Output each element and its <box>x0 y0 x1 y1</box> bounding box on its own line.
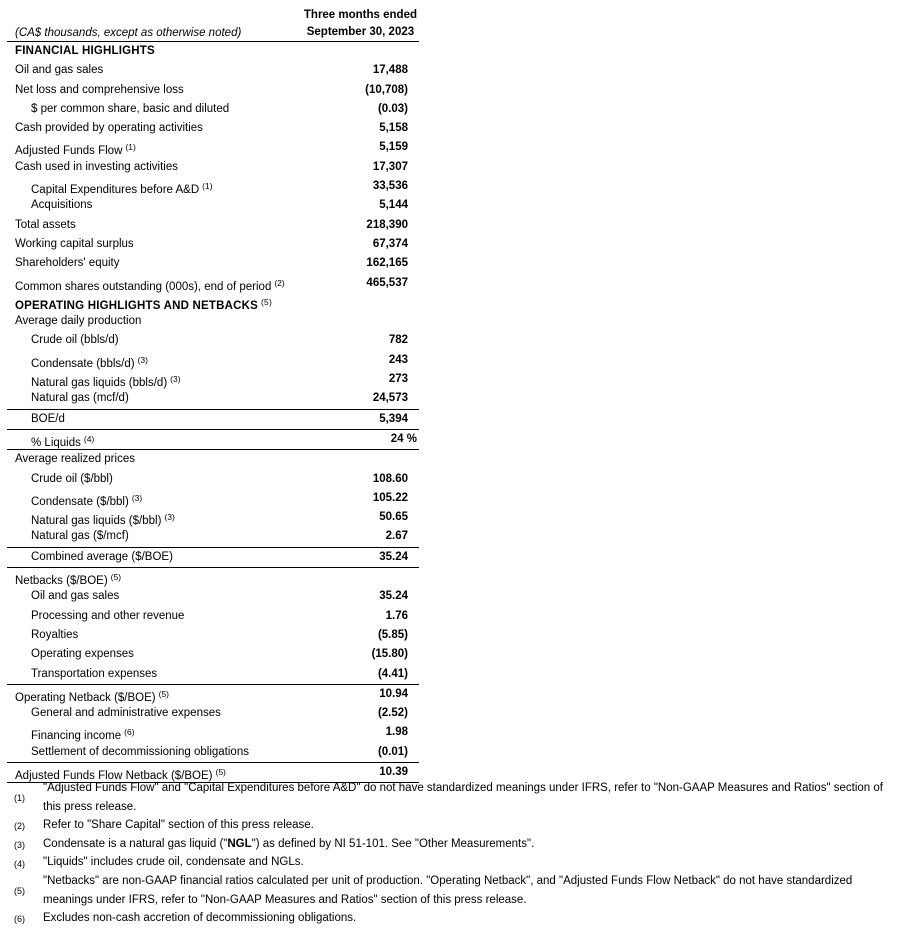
row-value: 218,390 <box>366 218 408 231</box>
table-row <box>7 61 419 80</box>
row-label <box>31 626 78 645</box>
units-note: (CA$ thousands, except as otherwise noted) <box>15 27 242 39</box>
row-value: (4.41) <box>377 667 408 680</box>
row-label <box>31 587 119 606</box>
row-label <box>31 100 229 119</box>
row-label-text: Oil and gas sales <box>15 64 104 77</box>
row-label-text: OPERATING HIGHLIGHTS AND NETBACKS <box>15 299 258 312</box>
row-value: (0.01) <box>377 745 408 758</box>
row-value: 465,537 <box>366 276 408 289</box>
footnote-ref: (1) <box>202 181 213 192</box>
row-label-text: Adjusted Funds Flow Netback ($/BOE) <box>15 769 213 782</box>
row-label <box>31 196 92 215</box>
table-row <box>7 119 419 138</box>
row-label <box>15 312 141 331</box>
row-value: (5.85) <box>377 628 408 641</box>
section-heading <box>7 293 419 312</box>
row-label-text: Operating Netback ($/BOE) <box>15 691 156 704</box>
table-row <box>7 568 419 587</box>
row-label-text: Acquisitions <box>31 199 93 212</box>
row-label <box>15 158 178 177</box>
row-label-text: Total assets <box>15 218 76 231</box>
row-value: 1.76 <box>385 609 408 622</box>
row-label-text: Natural gas (mcf/d) <box>31 392 129 405</box>
row-value: (0.03) <box>377 102 408 115</box>
row-value: 35.24 <box>379 590 408 603</box>
row-label-text: Natural gas liquids ($/bbl) <box>31 515 162 528</box>
footnote <box>14 816 904 835</box>
table-row <box>7 138 419 157</box>
row-value: 5,144 <box>379 199 408 212</box>
footnote-ref: (3) <box>137 354 148 365</box>
row-value: 24,573 <box>372 392 408 405</box>
footnote-ref: (5) <box>158 688 170 699</box>
row-value: 5,158 <box>379 122 408 135</box>
row-label-text: Operating expenses <box>31 648 134 661</box>
footnotes <box>14 779 904 928</box>
table-row <box>7 547 419 568</box>
footnote <box>14 909 904 928</box>
table-row <box>7 409 419 429</box>
row-label-text: Working capital surplus <box>15 237 134 250</box>
table-row <box>7 254 419 273</box>
financial-highlights-table <box>7 5 419 783</box>
row-label-text: Crude oil (bbls/d) <box>31 334 119 347</box>
row-label <box>15 254 119 273</box>
footnote-ref: (4) <box>83 433 95 444</box>
row-label-text: Shareholders' equity <box>15 257 120 270</box>
footnote-text: "Netbacks" are non-GAAP financial ratios calculated per unit of production. "Operating Netback", and "Adjusted Funds Flow Netback" do not have standardized meanings under IFRS, refer to "Non-GAAP Measures and Ratios" section of this press release. <box>43 874 853 906</box>
footnote-number: (5) <box>14 886 25 897</box>
footnote-number: (3) <box>14 839 25 850</box>
footnote-ref: (3) <box>170 374 181 385</box>
row-label-text: Natural gas liquids (bbls/d) <box>31 377 168 390</box>
row-value: 33,536 <box>372 180 408 193</box>
footnote <box>14 779 904 816</box>
footnote <box>14 872 904 909</box>
column-header-line2: September 30, 2023 <box>306 26 415 38</box>
row-label-text: Crude oil ($/bbl) <box>31 472 113 485</box>
row-value: 17,488 <box>372 64 408 77</box>
row-label <box>31 645 134 664</box>
row-value: (10,708) <box>365 83 408 96</box>
section-heading <box>7 42 419 61</box>
column-header <box>304 7 417 41</box>
footnote-number: (2) <box>14 821 25 832</box>
row-label-text: Oil and gas sales <box>31 590 120 603</box>
footnote-ref: (5) <box>261 296 272 307</box>
row-label-text: Natural gas ($/mcf) <box>31 530 129 543</box>
table-row <box>7 470 419 489</box>
footnote-text: Excludes non-cash accretion of decommissioning obligations. <box>43 912 357 925</box>
row-label-text: Processing and other revenue <box>31 609 185 622</box>
row-label <box>15 450 135 469</box>
row-value: 782 <box>388 334 408 347</box>
row-label-text: $ per common share, basic and diluted <box>31 102 230 115</box>
row-value: 108.60 <box>372 472 408 485</box>
footnote-ref: (6) <box>124 727 135 738</box>
row-label-text: Royalties <box>31 628 79 641</box>
row-label <box>15 81 184 100</box>
table-row <box>7 450 419 469</box>
row-label-text: BOE/d <box>31 412 65 425</box>
row-label-text: Combined average ($/BOE) <box>31 550 173 563</box>
footnote-text: Refer to "Share Capital" section of this press release. <box>43 819 314 832</box>
row-label-text: Netbacks ($/BOE) <box>15 575 108 588</box>
table-row <box>7 587 419 606</box>
row-value: (2.52) <box>377 707 408 720</box>
row-value: 50.65 <box>379 511 408 524</box>
row-value: 35.24 <box>379 550 408 563</box>
table-row <box>7 429 419 450</box>
table-row <box>7 743 419 762</box>
table-row <box>7 607 419 626</box>
row-label <box>31 548 173 567</box>
row-value: 5,159 <box>379 141 408 154</box>
row-value: 17,307 <box>372 160 408 173</box>
row-label-text: Cash provided by operating activities <box>15 122 203 135</box>
table-row <box>7 177 419 196</box>
table-row <box>7 645 419 664</box>
row-label <box>31 704 221 723</box>
footnote-ref: (5) <box>110 572 122 583</box>
column-header-line1: Three months ended <box>303 9 417 21</box>
row-label-text: Transportation expenses <box>31 667 158 680</box>
row-value: 67,374 <box>372 237 408 250</box>
row-label-text: % Liquids <box>31 436 81 449</box>
row-label-text: Adjusted Funds Flow <box>15 145 123 158</box>
table-row <box>7 665 419 684</box>
footnote-text: "Adjusted Funds Flow" and "Capital Expenditures before A&D" do not have standardized meanings under IFRS, refer to "Non-GAAP Measures and Ratios" section of this press release. <box>43 782 883 813</box>
row-value: 105.22 <box>372 491 408 504</box>
table-row <box>7 351 419 370</box>
table-row <box>7 235 419 254</box>
row-label <box>15 119 203 138</box>
footnote-ref: (3) <box>164 512 175 523</box>
row-label-text: Condensate ($/bbl) <box>31 495 129 508</box>
row-value: 1.98 <box>385 726 408 739</box>
table-row <box>7 158 419 177</box>
row-label <box>31 470 113 489</box>
row-value: 5,394 <box>379 412 408 425</box>
row-value: 24 % <box>390 432 417 445</box>
row-label <box>31 410 65 429</box>
footnote-ref: (2) <box>274 277 285 288</box>
table-row <box>7 489 419 508</box>
table-row <box>7 370 419 389</box>
table-row <box>7 527 419 546</box>
table-row <box>7 274 419 293</box>
footnote-text-part: Condensate is a natural gas liquid (" <box>43 837 228 850</box>
row-label <box>31 607 184 626</box>
table-row <box>7 723 419 742</box>
table-row <box>7 81 419 100</box>
row-value: 243 <box>388 353 408 366</box>
table-row <box>7 389 419 408</box>
row-label <box>31 743 249 762</box>
row-label-text: Average daily production <box>15 315 142 328</box>
footnote-ref: (1) <box>125 142 136 153</box>
footnote <box>14 853 904 872</box>
row-label <box>31 527 129 546</box>
table-row <box>7 196 419 215</box>
footnote-ref: (5) <box>215 766 226 777</box>
row-value: 10.94 <box>379 687 408 700</box>
row-label <box>15 61 103 80</box>
row-label <box>15 42 155 61</box>
footnote-text: "Liquids" includes crude oil, condensate and NGLs. <box>43 856 304 869</box>
table-row <box>7 508 419 527</box>
row-label-text: Condensate (bbls/d) <box>31 357 135 370</box>
footnote-number: (4) <box>14 858 25 869</box>
table-row <box>7 684 419 704</box>
row-label-text: Net loss and comprehensive loss <box>15 83 184 96</box>
row-label-text: Common shares outstanding (000s), end of period <box>15 280 272 293</box>
table-row <box>7 626 419 645</box>
row-label-text: Financing income <box>31 730 122 743</box>
table-row <box>7 704 419 723</box>
row-label-text: Capital Expenditures before A&D <box>31 184 200 197</box>
footnote-text-part: ") as defined by NI 51-101. See "Other Measurements". <box>251 837 535 850</box>
row-label-text: General and administrative expenses <box>31 707 221 720</box>
row-label-text: FINANCIAL HIGHLIGHTS <box>15 45 155 57</box>
row-label-text: Average realized prices <box>15 453 135 466</box>
row-label <box>15 216 76 235</box>
row-label <box>31 331 119 350</box>
table-header <box>7 5 419 42</box>
table-row <box>7 331 419 350</box>
row-label-text: Cash used in investing activities <box>15 160 178 173</box>
row-label-text: Settlement of decommissioning obligations <box>31 745 249 758</box>
footnote-number: (6) <box>14 914 25 925</box>
row-label <box>31 665 157 684</box>
table-row <box>7 312 419 331</box>
row-label <box>15 235 134 254</box>
table-body <box>7 42 419 783</box>
row-label <box>31 389 129 408</box>
row-value: 273 <box>388 373 408 386</box>
table-row <box>7 216 419 235</box>
table-row <box>7 100 419 119</box>
row-value: 162,165 <box>366 257 408 270</box>
footnote-number: (1) <box>14 793 25 804</box>
footnote-ref: (3) <box>131 492 143 503</box>
footnote-text <box>43 835 904 854</box>
footnote-text-part: NGL <box>227 837 252 850</box>
footnote <box>14 835 904 854</box>
row-value: 2.67 <box>385 530 408 543</box>
row-value: 10.39 <box>379 765 408 778</box>
row-value: (15.80) <box>371 648 408 661</box>
